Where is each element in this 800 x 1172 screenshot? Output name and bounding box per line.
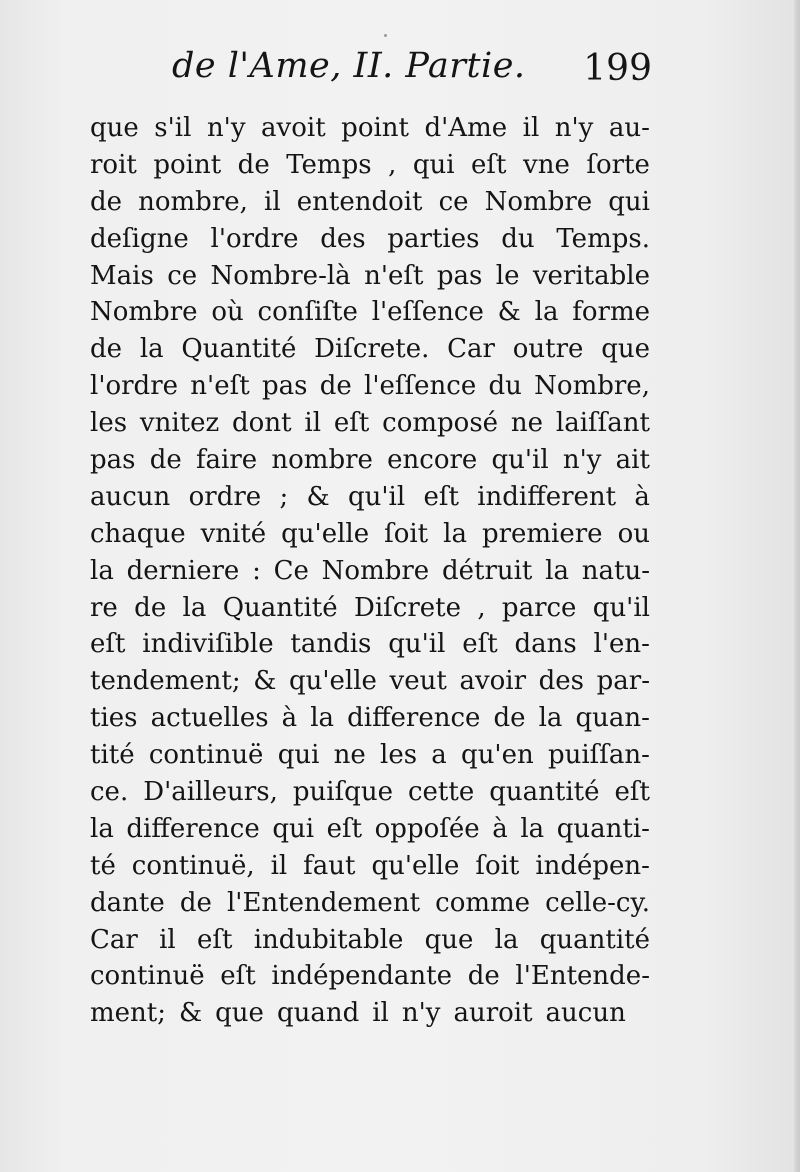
text-line: tendement; & qu'elle veut avoir des par- bbox=[90, 666, 650, 697]
text-line: pas de faire nombre encore qu'il n'y ait bbox=[90, 445, 650, 476]
text-line: deſigne l'ordre des parties du Temps. bbox=[90, 223, 650, 254]
text-line: de nombre, il entendoit ce Nombre qui bbox=[90, 186, 650, 217]
text-line: ties actuelles à la difference de la quan- bbox=[90, 703, 650, 734]
text-line: ment; & que quand il n'y auroit aucun bbox=[90, 998, 626, 1029]
text-line: re de la Quantité Diſcrete , parce qu'il bbox=[90, 592, 650, 623]
text-line: l'ordre n'eſt pas de l'eſſence du Nombre, bbox=[90, 371, 650, 402]
text-line: aucun ordre ; & qu'il eſt indifferent à bbox=[90, 481, 650, 512]
running-title: de l'Ame, II. Partie. bbox=[172, 46, 526, 86]
text-line: Nombre où conſiſte l'eſſence & la forme bbox=[90, 297, 650, 328]
text-line: continuë eſt indépendante de l'Entende- bbox=[90, 961, 650, 992]
text-line: tité continuë qui ne les a qu'en puiſſan- bbox=[90, 740, 650, 771]
text-line: roit point de Temps , qui eſt vne ſorte bbox=[90, 149, 650, 180]
text-line: dante de l'Entendement comme celle-cy. bbox=[90, 887, 650, 918]
text-line: ce. D'ailleurs, puiſque cette quantité eſt bbox=[90, 777, 650, 808]
ink-speck bbox=[384, 34, 387, 37]
text-line: té continuë, il faut qu'elle ſoit indépen- bbox=[90, 850, 650, 881]
text-line: eſt indiviſible tandis qu'il eſt dans l'en- bbox=[90, 629, 650, 660]
page-edge bbox=[794, 0, 800, 1172]
page-header bbox=[172, 42, 652, 102]
body-text bbox=[90, 110, 650, 1032]
text-line: Car il eſt indubitable que la quantité bbox=[90, 924, 650, 955]
text-line: que s'il n'y avoit point d'Ame il n'y au- bbox=[90, 113, 650, 143]
text-line: chaque vnité qu'elle ſoit la premiere ou bbox=[90, 518, 650, 549]
text-line: Mais ce Nombre-là n'eſt pas le veritable bbox=[90, 260, 650, 291]
page-number: 199 bbox=[583, 48, 652, 89]
text-line: les vnitez dont il eſt composé ne laiſſant bbox=[90, 408, 650, 439]
text-line: la derniere : Ce Nombre détruit la natu- bbox=[90, 555, 650, 586]
text-line: la difference qui eſt oppoſée à la quanti- bbox=[90, 813, 650, 844]
text-line: de la Quantité Diſcrete. Car outre que bbox=[90, 334, 650, 365]
